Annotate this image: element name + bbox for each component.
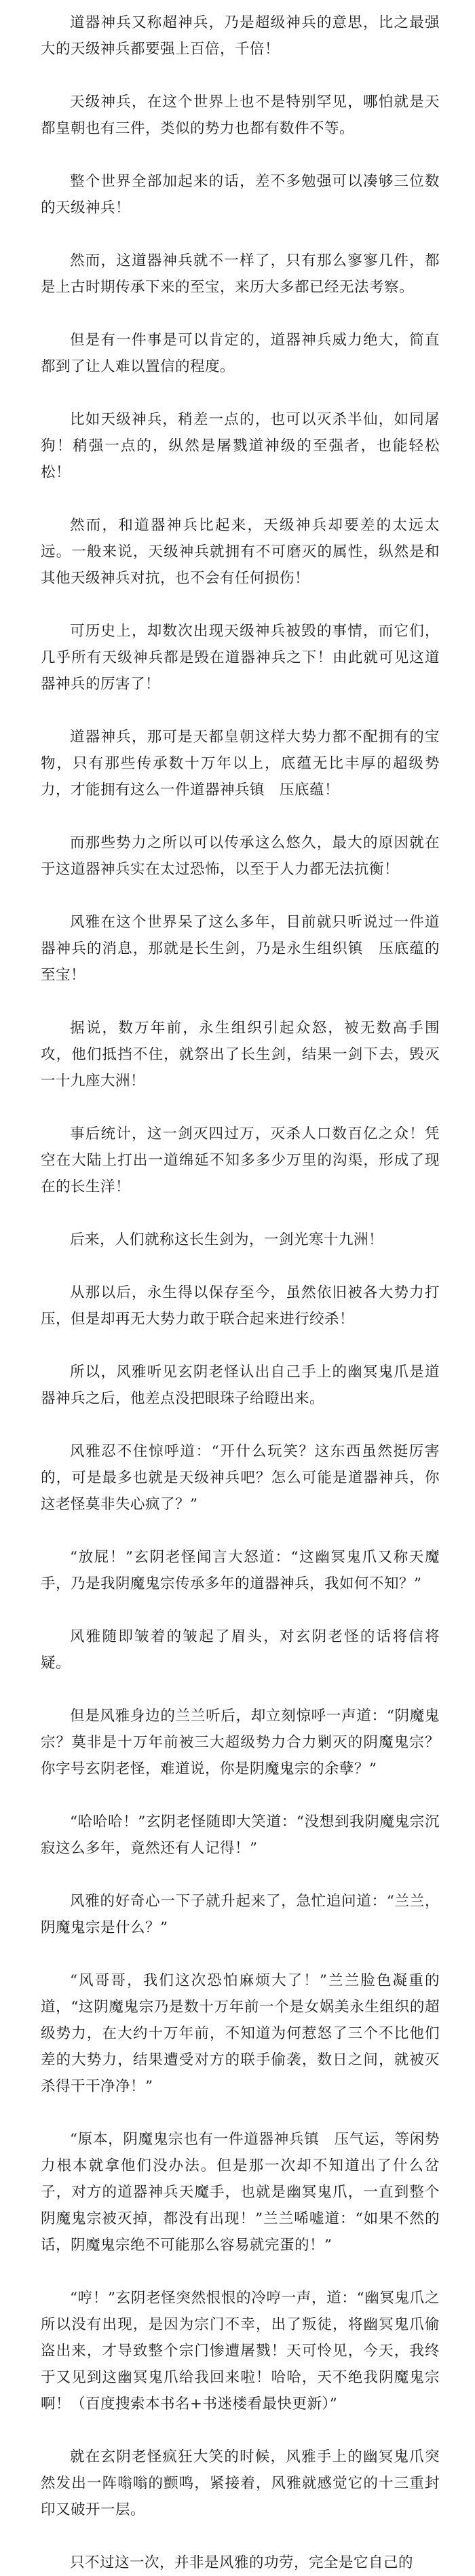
paragraph: 据说，数万年前，永生组织引起众怒，被无数高手围攻，他们抵挡不住，就祭出了长生剑，结果一剑下去，毁灭一十九座大洲！ [41,1020,440,1090]
paragraph: 风雅忍不住惊呼道：“开什么玩笑？这东西虽然挺厉害的，可是最多也就是天级神兵吧？怎么可能是道器神兵，你这老怪莫非失心疯了？” [41,1443,440,1513]
paragraph: 风雅的好奇心一下子就升起来了，急忙追问道：“兰兰，阴魔鬼宗是什么？” [41,1893,440,1936]
paragraph: 比如天级神兵，稍差一点的，也可以灭杀半仙，如同屠狗！稍强一点的，纵然是屠戮道神级的至强者，也能轻松松！ [41,411,440,481]
paragraph: 道器神兵又称超神兵，乃是超级神兵的意思，比之最强大的天级神兵都要强上百倍，千倍！ [41,14,440,58]
paragraph: “风哥哥，我们这次恐怕麻烦大了！”兰兰脸色凝重的道，“这阴魔鬼宗乃是数十万年前一个是女娲美永生组织的超级势力，在大约十万年前，不知道为何惹怒了三个不比他们差的大势力，结果遭受对方的联手偷袭，数日之间，就被灭杀得干干净净！” [41,1972,440,2095]
paragraph: 而那些势力之所以可以传承这么悠久，最大的原因就在于这道器神兵实在太过恐怖，以至于人力都无法抗衡！ [41,834,440,878]
paragraph: 但是风雅身边的兰兰听后，却立刻惊呼一声道：“阴魔鬼宗？莫非是十万年前被三大超级势力合力剿灭的阴魔鬼宗？你字号玄阴老怪，难道说，你是阴魔鬼宗的余孽？” [41,1708,440,1777]
paragraph: 事后统计，这一剑灭四过万，灭杀人口数百亿之众！凭空在大陆上打出一道绵延不知多多少万里的沟渠，形成了现在的长生洋！ [41,1126,440,1195]
paragraph: 然而，这道器神兵就不一样了，只有那么寥寥几件，都是上古时期传承下来的至宝，来历大多都已经无法考察。 [41,252,440,296]
paragraph: 只不过这一次，并非是风雅的功劳，完全是它自己的 [70,2554,414,2571]
paragraph: “放屁！”玄阴老怪闻言大怒道：“这幽冥鬼爪又称天魔手，乃是我阴魔鬼宗传承多年的道器神兵，我如何不知？” [41,1549,440,1592]
paragraph: 天级神兵，在这个世界上也不是特别罕见，哪怕就是天都皇朝也有三件，类似的势力也都有数件不等。 [41,94,440,137]
paragraph: “哈哈哈！”玄阴老怪随即大笑道：“没想到我阴魔鬼宗沉寂这么多年，竟然还有人记得！” [41,1813,440,1857]
paragraph: “哼！”玄阴老怪突然恨恨的冷哼一声，道：“幽冥鬼爪之所以没有出现，是因为宗门不幸，出了叛徒，将幽冥鬼爪偷盗出来，才导致整个宗门惨遭屠戮！天可怜见，今天，我终于又见到这幽冥鬼爪给我回来啦！哈哈，天不绝我阴魔鬼宗啊！（百度搜索本书名+书迷楼看最快更新）” [41,2290,440,2412]
paragraph: 风雅随即皱着的皱起了眉头，对玄阴老怪的话将信将疑。 [41,1628,440,1672]
paragraph: 但是有一件事是可以肯定的，道器神兵威力绝大，简直都到了让人难以置信的程度。 [41,332,440,375]
paragraph: 道器神兵，那可是天都皇朝这样大势力都不配拥有的宝物，只有那些传承数十万年以上，底蕴无比丰厚的超级势力，才能拥有这么一件道器神兵镇 压底蕴！ [41,729,440,799]
paragraph: 风雅在这个世界呆了这么多年，目前就只听说过一件道器神兵的消息，那就是长生剑，乃是永生组织镇 压底蕴的至宝！ [41,914,440,984]
paragraph: “原本，阴魔鬼宗也有一件道器神兵镇 压气运，等闲势力根本就拿他们没办法。但是那一次却不知道出了什么岔子，对方的道器神兵天魔手，也就是幽冥鬼爪，一直到整个阴魔鬼宗被灭掉，都没有出现！”兰兰唏嘘道：“如果不然的话，阴魔鬼宗绝不可能那么容易就完蛋的！” [41,2131,440,2254]
paragraph: 后来，人们就称这长生剑为，一剑光寒十九洲！ [70,1231,384,1248]
paragraph: 就在玄阴老怪疯狂大笑的时候，风雅手上的幽冥鬼爪突然发出一阵嗡嗡的颤鸣，紧接着，风雅就感觉它的十三重封印又破开一层。 [41,2448,440,2518]
paragraph: 所以，风雅听见玄阴老怪认出自己手上的幽冥鬼爪是道器神兵之后，他差点没把眼珠子给瞪出来。 [41,1364,440,1407]
paragraph: 从那以后，永生得以保存至今，虽然依旧被各大势力打压，但是却再无大势力敢于联合起来进行绞杀！ [41,1284,440,1328]
paragraph: 整个世界全部加起来的话，差不多勉强可以凑够三位数的天级神兵！ [41,173,440,216]
paragraph: 然而，和道器神兵比起来，天级神兵却要差的太远太远。一般来说，天级神兵就拥有不可磨灭的属性，纵然是和其他天级神兵对抗，也不会有任何损伤！ [41,517,440,587]
paragraph: 可历史上，却数次出现天级神兵被毁的事情，而它们，几乎所有天级神兵都是毁在道器神兵之下！由此就可见这道器神兵的厉害了！ [41,623,440,693]
